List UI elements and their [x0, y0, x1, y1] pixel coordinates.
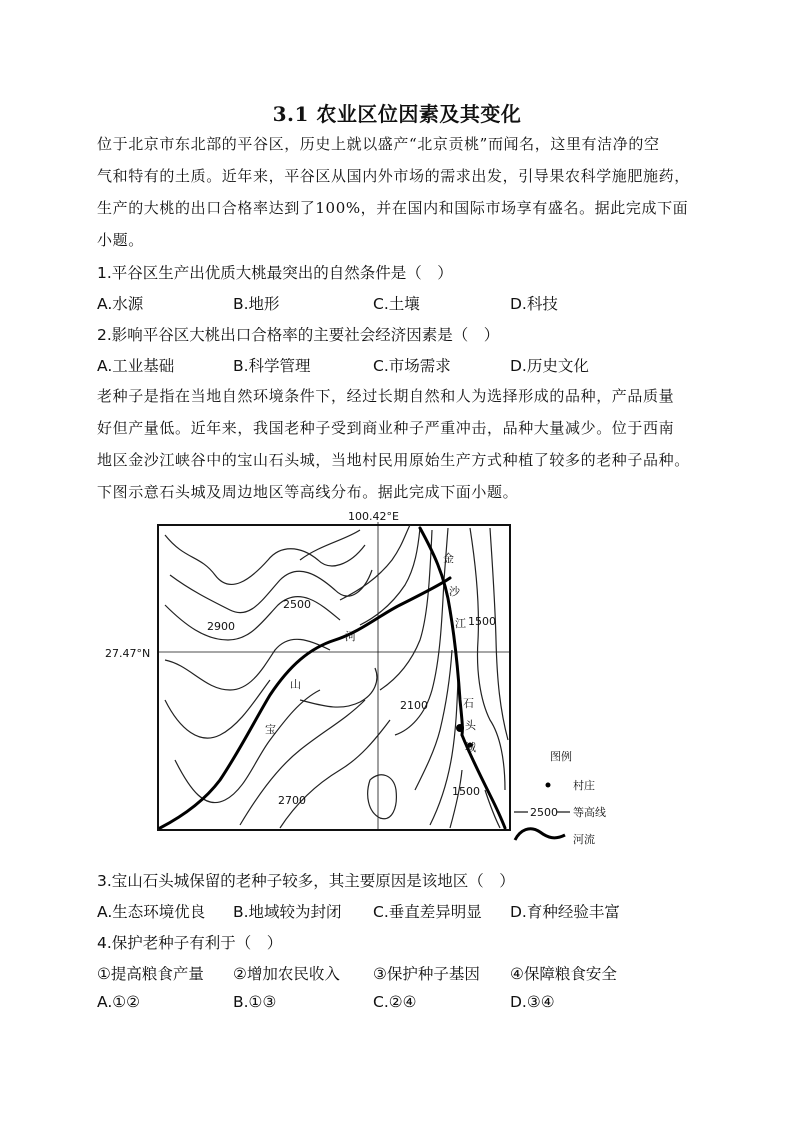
- contour-label: 2100: [400, 699, 428, 712]
- legend-river-label: 河流: [573, 833, 595, 846]
- passage2-line: 下图示意石头城及周边地区等高线分布。据此完成下面小题。: [97, 483, 519, 501]
- legend-village-dot: [546, 783, 551, 788]
- passage1-line: 生产的大桃的出口合格率达到了100%，并在国内和国际市场享有盛名。据此完成下面: [97, 199, 689, 217]
- latitude-label: 27.47°N: [105, 647, 151, 660]
- legend-contour-label: 等高线: [573, 806, 606, 819]
- place-name-char: 山: [290, 678, 301, 691]
- q4-statement-3: ③保护种子基因: [373, 965, 480, 983]
- q3-option-d[interactable]: D.育种经验丰富: [510, 903, 620, 921]
- village-dot: [456, 724, 464, 732]
- q3-option-b[interactable]: B.地域较为封闭: [233, 903, 342, 921]
- question-4-stem: 4.保护老种子有利于（ ）: [97, 934, 283, 952]
- legend-title: 图例: [550, 750, 572, 763]
- town-name-char: 头: [465, 719, 476, 732]
- passage1-line: 位于北京市东北部的平谷区，历史上就以盛产“北京贡桃”而闻名，这里有洁净的空: [97, 135, 660, 153]
- map-legend: [514, 749, 606, 846]
- q4-statement-2: ②增加农民收入: [233, 965, 340, 983]
- legend-village-label: 村庄: [573, 779, 595, 792]
- river-name-char: 江: [455, 617, 466, 630]
- river-name-char: 河: [345, 630, 356, 643]
- q2-option-a[interactable]: A.工业基础: [97, 357, 175, 375]
- longitude-label: 100.42°E: [348, 510, 399, 523]
- contour-label: 1500: [452, 785, 480, 798]
- contour-label: 2500: [283, 598, 311, 611]
- town-name-char: 石: [463, 697, 474, 710]
- place-name-char: 宝: [265, 723, 276, 736]
- passage1-line: 小题。: [97, 231, 144, 249]
- q1-option-a[interactable]: A.水源: [97, 295, 144, 313]
- q2-option-d[interactable]: D.历史文化: [510, 357, 589, 375]
- q3-option-a[interactable]: A.生态环境优良: [97, 903, 206, 921]
- river-name-char: 金: [443, 552, 454, 565]
- question-2-stem: 2.影响平谷区大桃出口合格率的主要社会经济因素是（ ）: [97, 326, 500, 344]
- q1-option-b[interactable]: B.地形: [233, 295, 280, 313]
- river-lines: [160, 528, 505, 828]
- river-name-char: 沙: [449, 585, 460, 598]
- q4-option-a[interactable]: A.①②: [97, 993, 141, 1011]
- q1-option-c[interactable]: C.土壤: [373, 295, 420, 313]
- passage2-line: 老种子是指在当地自然环境条件下，经过长期自然和人为选择形成的品种，产品质量: [97, 387, 675, 405]
- q2-option-b[interactable]: B.科学管理: [233, 357, 311, 375]
- q4-statement-1: ①提高粮食产量: [97, 965, 204, 983]
- contour-label: 2700: [278, 794, 306, 807]
- q4-statement-4: ④保障粮食安全: [510, 965, 617, 983]
- passage2-line: 好但产量低。近年来，我国老种子受到商业种子严重冲击，品种大量减少。位于西南: [97, 419, 675, 437]
- passage2-line: 地区金沙江峡谷中的宝山石头城，当地村民用原始生产方式种植了较多的老种子品种。: [97, 451, 690, 469]
- q4-option-c[interactable]: C.②④: [373, 993, 417, 1011]
- q2-option-c[interactable]: C.市场需求: [373, 357, 451, 375]
- question-3-stem: 3.宝山石头城保留的老种子较多，其主要原因是该地区（ ）: [97, 872, 515, 890]
- contour-map: [100, 505, 660, 860]
- question-1-stem: 1.平谷区生产出优质大桃最突出的自然条件是（ ）: [97, 264, 453, 282]
- q1-option-d[interactable]: D.科技: [510, 295, 558, 313]
- legend-contour-value: 2500: [530, 806, 558, 819]
- q4-option-d[interactable]: D.③④: [510, 993, 555, 1011]
- page-title: 3.1 农业区位因素及其变化: [272, 102, 522, 126]
- passage1-line: 气和特有的土质。近年来，平谷区从国内外市场的需求出发，引导果农科学施肥施药，: [97, 167, 690, 185]
- legend-river-line: [515, 829, 565, 840]
- contour-label: 1500: [468, 615, 496, 628]
- q4-option-b[interactable]: B.①③: [233, 993, 277, 1011]
- contour-label: 2900: [207, 620, 235, 633]
- town-name-char: 城: [465, 741, 476, 754]
- q3-option-c[interactable]: C.垂直差异明显: [373, 903, 482, 921]
